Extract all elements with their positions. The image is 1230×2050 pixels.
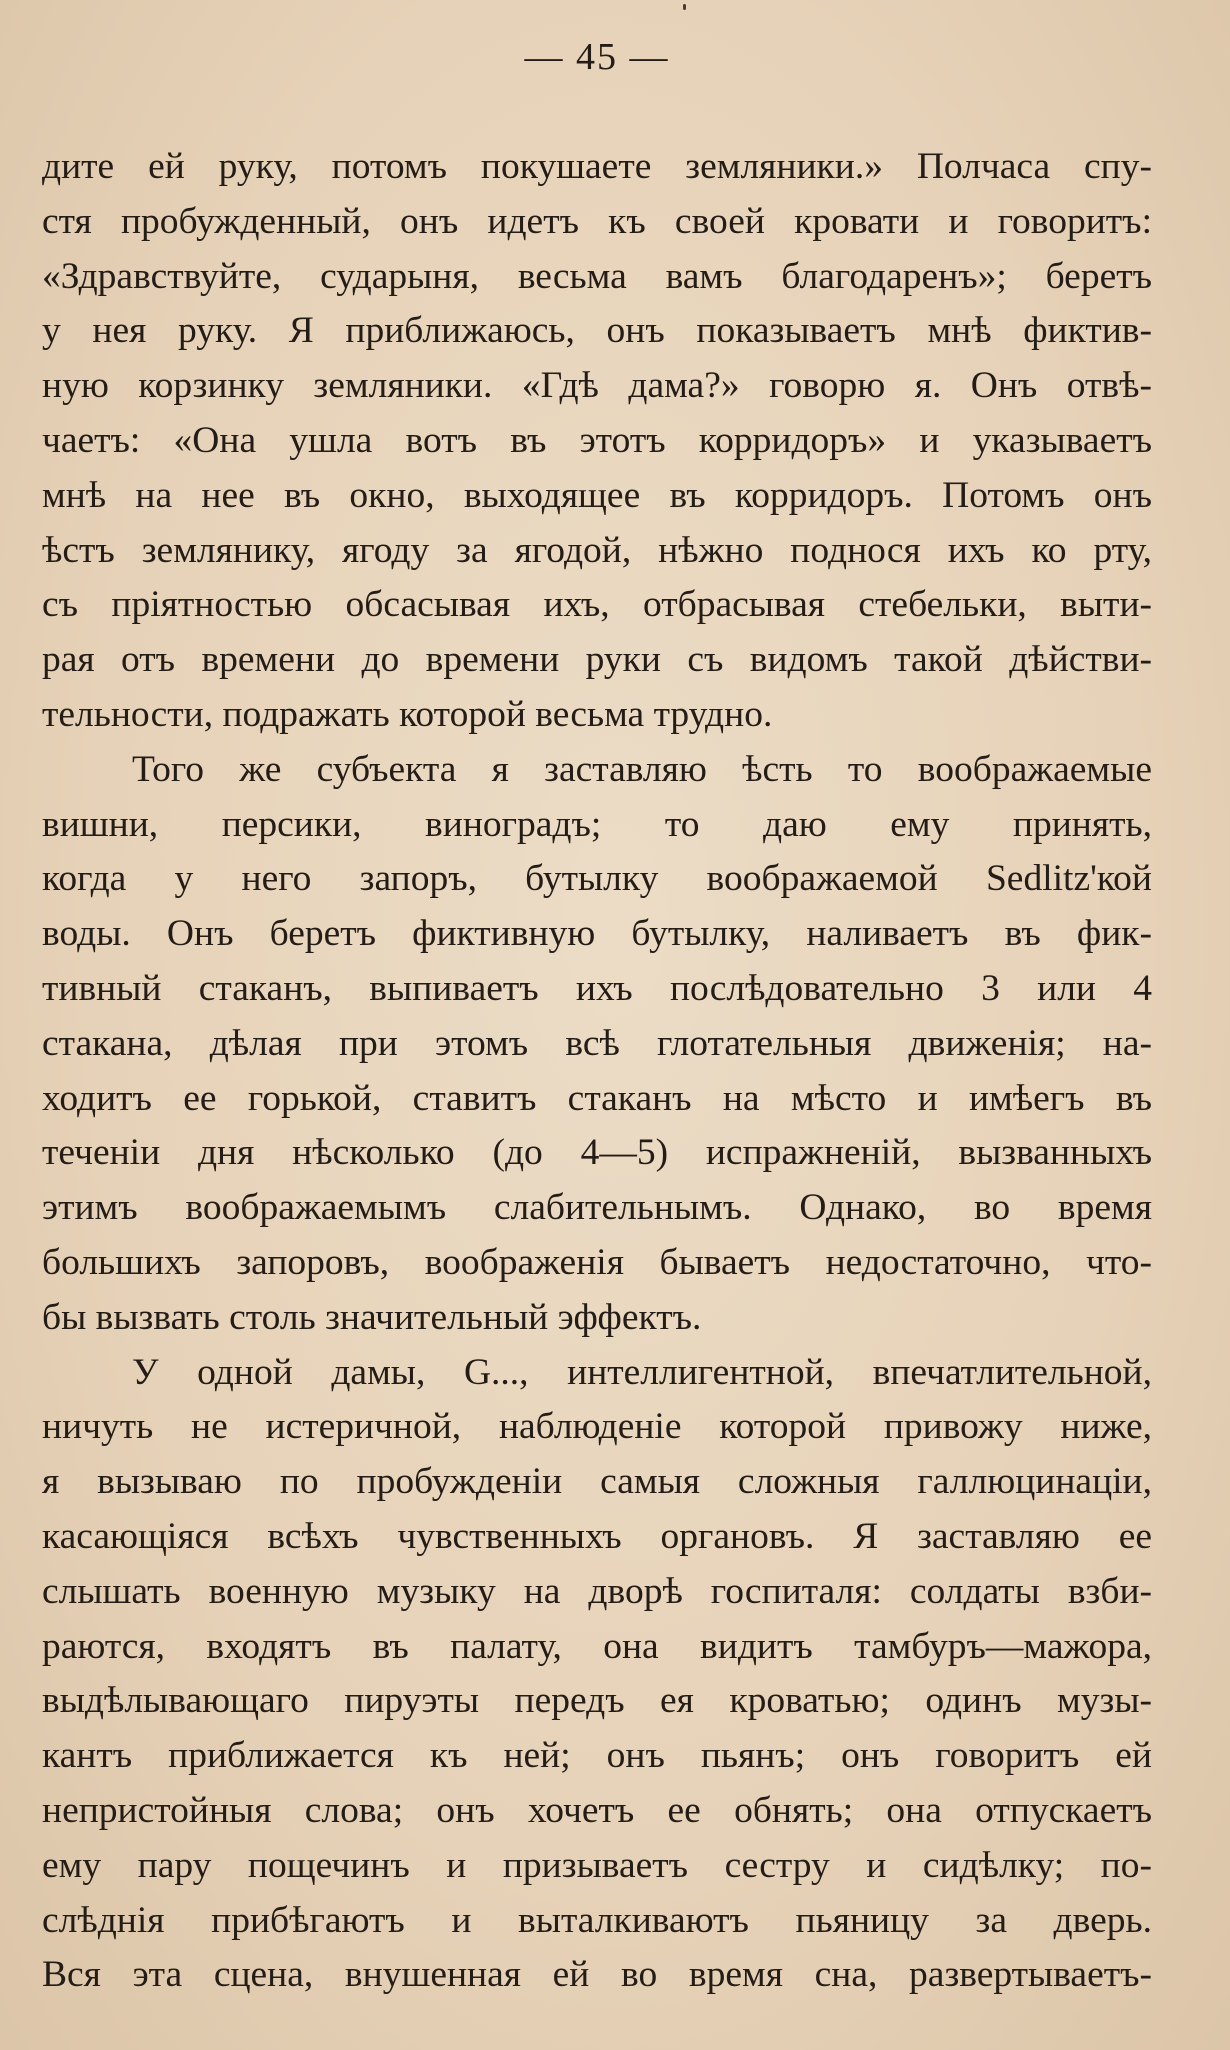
text-line: «Здравствуйте, сударыня, весьма вамъ благодаренъ»; беретъ: [42, 255, 1152, 297]
print-speck: [683, 4, 686, 10]
text-line: дите ей руку, потомъ покушаете земляники.» Полчаса спу-: [42, 146, 1152, 187]
text-line: у нея руку. Я приближаюсь, онъ показываетъ мнѣ фиктив-: [42, 310, 1152, 352]
text-line: мнѣ на нее въ окно, выходящее въ корридоръ. Потомъ онъ: [42, 474, 1152, 516]
text-line: этимъ воображаемымъ слабительнымъ. Однако, во время: [42, 1187, 1152, 1229]
text-line: воды. Онъ беретъ фиктивную бутылку, наливаетъ въ фик-: [42, 913, 1152, 955]
text-line: касающіяся всѣхъ чувственныхъ органовъ. Я заставляю ее: [42, 1515, 1152, 1557]
text-line: вишни, персики, виноградъ; то даю ему принять,: [42, 803, 1152, 845]
text-line: слѣднія прибѣгаютъ и выталкиваютъ пьяницу за дверь.: [42, 1899, 1152, 1941]
text-line: ѣстъ землянику, ягоду за ягодой, нѣжно поднося ихъ ко рту,: [42, 529, 1152, 571]
page-body: [42, 140, 1152, 2003]
text-line: кантъ приближается къ ней; онъ пьянъ; онъ говоритъ ей: [42, 1735, 1152, 1777]
text-line: съ пріятностью обсасывая ихъ, отбрасывая стебельки, выти-: [42, 584, 1152, 626]
text-line: слышать военную музыку на дворѣ госпиталя: солдаты взби-: [42, 1570, 1152, 1612]
text-line: рая отъ времени до времени руки съ видомъ такой дѣйстви-: [42, 639, 1152, 681]
text-line: теченіи дня нѣсколько (до 4—5) испражненій, вызванныхъ: [42, 1132, 1152, 1174]
text-line: стя пробужденный, онъ идетъ къ своей кровати и говоритъ:: [42, 200, 1152, 242]
text-line: У одной дамы, G..., интеллигентной, впечатлительной,: [132, 1351, 1152, 1393]
text-line: бы вызвать столь значительный эффектъ.: [42, 1296, 702, 1338]
page-number: — 45 —: [524, 36, 670, 78]
text-line: раются, входятъ въ палату, она видитъ тамбуръ—мажора,: [42, 1625, 1152, 1667]
text-line: ничуть не истеричной, наблюденіе которой привожу ниже,: [42, 1406, 1152, 1448]
text-line: ему пару пощечинъ и призываетъ сестру и сидѣлку; по-: [42, 1844, 1152, 1886]
text-line: Того же субъекта я заставляю ѣсть то воображаемые: [132, 748, 1152, 790]
text-line: большихъ запоровъ, воображенія бываетъ недостаточно, что-: [42, 1241, 1152, 1283]
text-line: стакана, дѣлая при этомъ всѣ глотательныя движенія; на-: [42, 1022, 1152, 1064]
text-line: непристойныя слова; онъ хочетъ ее обнять; она отпускаетъ: [42, 1789, 1152, 1831]
text-line: ходитъ ее горькой, ставитъ стаканъ на мѣсто и имѣегъ въ: [42, 1077, 1152, 1119]
text-line: тивный стаканъ, выпиваетъ ихъ послѣдовательно 3 или 4: [42, 967, 1152, 1009]
text-line: когда у него запоръ, бутылку воображаемой Sedlitz'кой: [42, 858, 1152, 900]
text-line: я вызываю по пробужденіи самыя сложныя галлюцинаціи,: [42, 1461, 1152, 1503]
text-line: чаетъ: «Она ушла вотъ въ этотъ корридоръ» и указываетъ: [42, 419, 1152, 461]
text-line: ную корзинку земляники. «Гдѣ дама?» говорю я. Онъ отвѣ-: [42, 365, 1152, 407]
text-line: Вся эта сцена, внушенная ей во время сна, развертываетъ-: [42, 1954, 1152, 1996]
text-line: выдѣлывающаго пируэты передъ ея кроватью; одинъ музы-: [42, 1680, 1152, 1722]
text-line: тельности, подражать которой весьма трудно.: [42, 693, 773, 735]
